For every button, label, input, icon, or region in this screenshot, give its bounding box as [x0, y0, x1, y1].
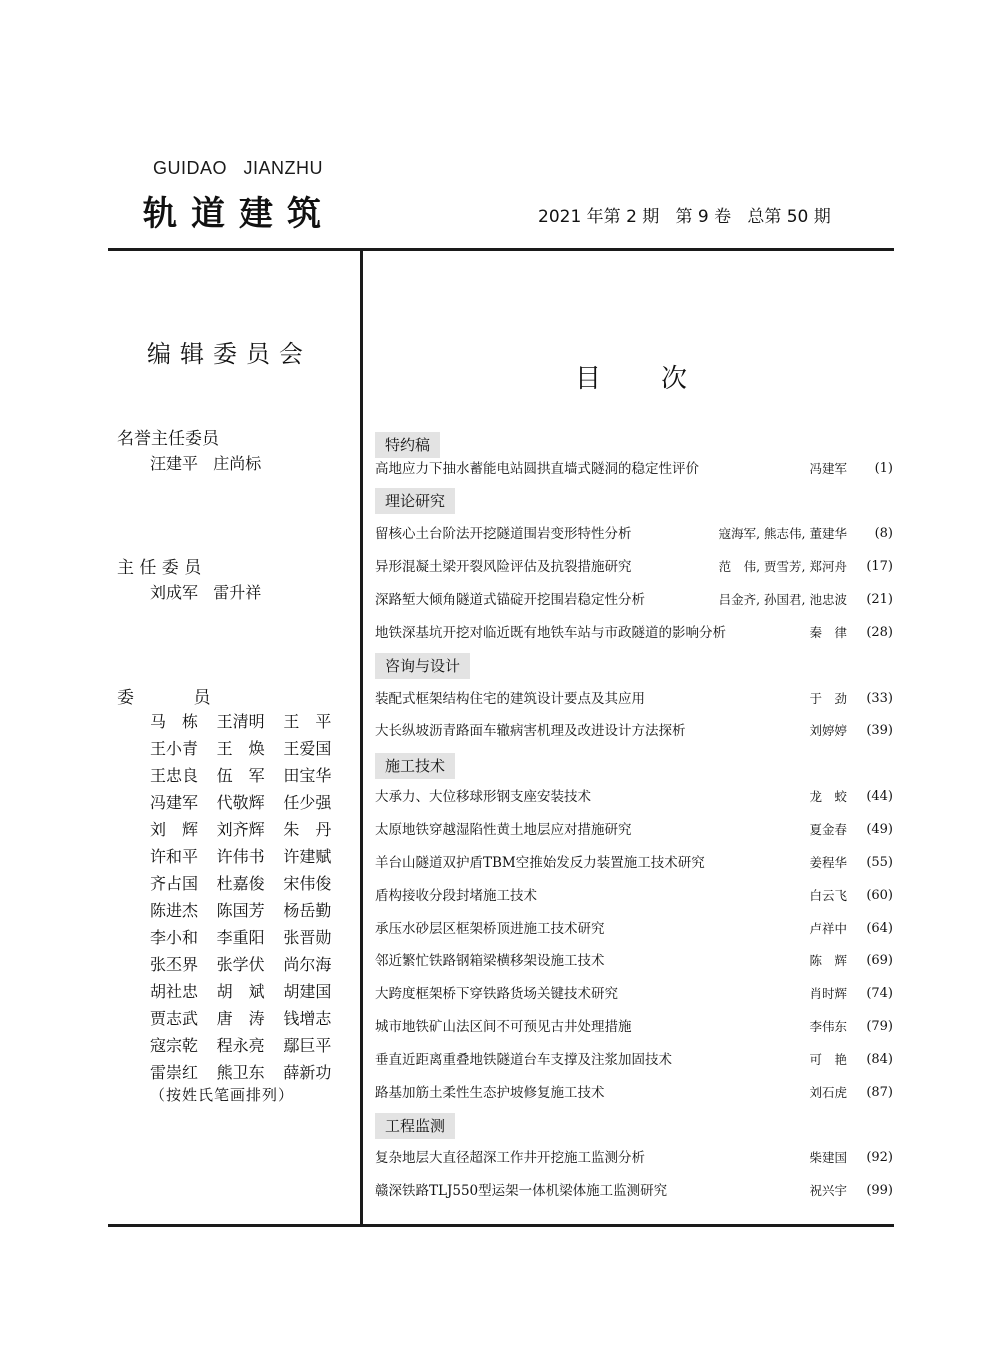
toc-entry-page: (49) — [866, 822, 893, 837]
toc-entry-page: (1) — [874, 461, 893, 476]
toc-entry — [375, 852, 893, 874]
bottom-rule — [108, 1224, 894, 1227]
toc-entry-page: (55) — [866, 855, 893, 870]
member-name: 尚尔海 — [283, 955, 332, 974]
member-name: 宋伟俊 — [283, 874, 332, 893]
toc-section-label: 特约稿 — [375, 432, 440, 458]
toc-entry-title: 承压水砂层区框架桥顶进施工技术研究 — [375, 921, 605, 937]
member-name: 任少强 — [283, 793, 332, 812]
journal-title: 轨道建筑 — [143, 194, 335, 234]
toc-entry-author: 祝兴宇 — [809, 1183, 847, 1198]
toc-entry-title: 深路堑大倾角隧道式锚碇开挖围岩稳定性分析 — [375, 592, 645, 608]
toc-entry — [375, 819, 893, 841]
toc-entry-author: 夏金春 — [809, 822, 847, 837]
toc-entry-page: (92) — [866, 1150, 893, 1165]
toc-entry-author: 姜程华 — [809, 855, 847, 870]
toc-entry-author: 寇海军, 熊志伟, 董建华 — [718, 526, 847, 541]
toc-entry-page: (64) — [866, 921, 893, 936]
top-rule — [108, 248, 894, 251]
toc-entry-page: (8) — [874, 526, 893, 541]
member-name: 寇宗乾 — [150, 1036, 199, 1055]
toc-entry-title: 羊台山隧道双护盾TBM空推始发反力装置施工技术研究 — [375, 855, 705, 871]
member-name: 李小和 — [150, 928, 199, 947]
toc-entry-page: (60) — [866, 888, 893, 903]
toc-entry — [375, 523, 893, 545]
toc-entry-author: 肖时辉 — [809, 986, 847, 1001]
member-name: 杜嘉俊 — [216, 874, 265, 893]
toc-entry — [375, 786, 893, 808]
toc-entry-page: (99) — [866, 1183, 893, 1198]
toc-entry — [375, 1180, 893, 1202]
director-names: 刘成军 雷升祥 — [150, 583, 262, 602]
toc-title — [575, 358, 687, 395]
member-row — [150, 950, 350, 977]
toc-entry-author: 冯建军 — [809, 461, 847, 476]
toc-entry — [375, 720, 893, 742]
member-name: 马 栋 — [150, 712, 199, 731]
member-name: 唐 涛 — [216, 1009, 265, 1028]
member-row — [150, 977, 350, 1004]
toc-entry-title: 大承力、大位移球形钢支座安装技术 — [375, 789, 591, 805]
member-name: 代敬辉 — [216, 793, 265, 812]
toc-entry — [375, 983, 893, 1005]
toc-entry — [375, 589, 893, 611]
member-name: 李重阳 — [216, 928, 265, 947]
member-name: 刘齐辉 — [216, 820, 265, 839]
honorary-director-names: 汪建平 庄尚标 — [150, 454, 262, 473]
member-name: 王 平 — [283, 712, 332, 731]
member-name: 田宝华 — [283, 766, 332, 785]
toc-entry-author: 秦 律 — [809, 625, 847, 640]
toc-section-label: 咨询与设计 — [375, 653, 470, 679]
toc-entry-title: 城市地铁矿山法区间不可预见古井处理措施 — [375, 1019, 632, 1035]
toc-entry — [375, 950, 893, 972]
member-name: 王 焕 — [216, 739, 265, 758]
toc-entry — [375, 1016, 893, 1038]
member-name: 程永亮 — [216, 1036, 265, 1055]
editorial-board-title: 编辑委员会 — [147, 340, 312, 368]
toc-entry-title: 太原地铁穿越湿陷性黄土地层应对措施研究 — [375, 822, 632, 838]
member-name: 薛新功 — [283, 1063, 332, 1082]
toc-entry-page: (44) — [866, 789, 893, 804]
member-row — [150, 734, 350, 761]
member-row — [150, 923, 350, 950]
toc-entry — [375, 622, 893, 644]
toc-entry-author: 卢祥中 — [809, 921, 847, 936]
toc-entry-title: 大跨度框架桥下穿铁路货场关键技术研究 — [375, 986, 618, 1002]
member-name: 胡社忠 — [150, 982, 199, 1001]
member-name: 熊卫东 — [216, 1063, 265, 1082]
toc-entry — [375, 556, 893, 578]
member-row — [150, 1004, 350, 1031]
member-name: 鄢巨平 — [283, 1036, 332, 1055]
toc-entry-author: 刘石虎 — [809, 1085, 847, 1100]
member-name: 伍 军 — [216, 766, 265, 785]
toc-entry-author: 陈 辉 — [809, 953, 847, 968]
toc-entry-author: 龙 蛟 — [809, 789, 847, 804]
toc-entry-page: (69) — [866, 953, 893, 968]
toc-entry-title: 地铁深基坑开挖对临近既有地铁车站与市政隧道的影响分析 — [375, 625, 726, 641]
member-row — [150, 1031, 350, 1058]
member-name: 齐占国 — [150, 874, 199, 893]
toc-entry-title: 异形混凝土梁开裂风险评估及抗裂措施研究 — [375, 559, 632, 575]
members-role: 委 员 — [117, 688, 211, 708]
toc-entry-page: (84) — [866, 1052, 893, 1067]
toc-entry-title: 赣深铁路TLJ550型运架一体机梁体施工监测研究 — [375, 1183, 668, 1199]
member-name: 张丕界 — [150, 955, 199, 974]
toc-entry — [375, 1082, 893, 1104]
toc-section-label: 工程监测 — [375, 1113, 455, 1139]
toc-entry-page: (39) — [866, 723, 893, 738]
toc-entry-page: (17) — [866, 559, 893, 574]
toc-entry-title: 大长纵坡沥青路面车辙病害机理及改进设计方法探析 — [375, 723, 686, 739]
toc-title-char-2: 次 — [661, 364, 688, 394]
toc-entry-title: 复杂地层大直径超深工作井开挖施工监测分析 — [375, 1150, 645, 1166]
toc-entry-author: 李伟东 — [809, 1019, 847, 1034]
toc-entry — [375, 918, 893, 940]
member-name: 王小青 — [150, 739, 199, 758]
toc-section-label: 施工技术 — [375, 753, 455, 779]
members-list — [150, 707, 350, 1085]
toc-title-char-1: 目 — [575, 364, 602, 394]
member-name: 杨岳勤 — [283, 901, 332, 920]
member-name: 王清明 — [216, 712, 265, 731]
member-name: 许和平 — [150, 847, 199, 866]
member-name: 陈国芳 — [216, 901, 265, 920]
toc-entry — [375, 1049, 893, 1071]
member-name: 张学伏 — [216, 955, 265, 974]
member-name: 朱 丹 — [283, 820, 332, 839]
toc-entry-author: 吕金齐, 孙国君, 池忠波 — [718, 592, 847, 607]
member-row — [150, 842, 350, 869]
toc-entry — [375, 885, 893, 907]
toc-entry-page: (21) — [866, 592, 893, 607]
toc-entry-title: 装配式框架结构住宅的建筑设计要点及其应用 — [375, 691, 645, 707]
member-row — [150, 707, 350, 734]
member-name: 冯建军 — [150, 793, 199, 812]
toc-entry-title: 垂直近距离重叠地铁隧道台车支撑及注浆加固技术 — [375, 1052, 672, 1068]
toc-entry-author: 刘婷婷 — [809, 723, 847, 738]
member-row — [150, 788, 350, 815]
toc-entry-title: 邻近繁忙铁路钢箱梁横移架设施工技术 — [375, 953, 605, 969]
toc-entry-page: (33) — [866, 691, 893, 706]
member-name: 贾志武 — [150, 1009, 199, 1028]
column-divider — [360, 250, 363, 1225]
member-name: 许建赋 — [283, 847, 332, 866]
member-name: 王爱国 — [283, 739, 332, 758]
members-order-note: （按姓氏笔画排列） — [150, 1086, 295, 1104]
member-name: 胡 斌 — [216, 982, 265, 1001]
member-name: 胡建国 — [283, 982, 332, 1001]
member-name: 张晋勋 — [283, 928, 332, 947]
member-row — [150, 1058, 350, 1085]
toc-entry-title: 高地应力下抽水蓄能电站圆拱直墙式隧洞的稳定性评价 — [375, 461, 699, 477]
member-name: 陈进杰 — [150, 901, 199, 920]
toc-section-label: 理论研究 — [375, 488, 455, 514]
toc-entry-page: (28) — [866, 625, 893, 640]
toc-entry-page: (87) — [866, 1085, 893, 1100]
member-row — [150, 896, 350, 923]
member-row — [150, 869, 350, 896]
member-name: 钱增志 — [283, 1009, 332, 1028]
member-name: 雷崇红 — [150, 1063, 199, 1082]
member-row — [150, 761, 350, 788]
toc-entry-author: 可 艳 — [809, 1052, 847, 1067]
toc-entry-author: 于 劲 — [809, 691, 847, 706]
member-name: 许伟书 — [216, 847, 265, 866]
honorary-director-role: 名誉主任委员 — [117, 429, 219, 449]
toc-entry-author: 柴建国 — [809, 1150, 847, 1165]
toc-entry-author: 白云飞 — [809, 888, 847, 903]
toc-entry-title: 盾构接收分段封堵施工技术 — [375, 888, 537, 904]
toc-entry-page: (74) — [866, 986, 893, 1001]
director-role: 主 任 委 员 — [117, 558, 202, 578]
toc-entry-title: 留核心土台阶法开挖隧道围岩变形特性分析 — [375, 526, 632, 542]
toc-entry-page: (79) — [866, 1019, 893, 1034]
member-name: 王忠良 — [150, 766, 199, 785]
issue-info: 2021 年第 2 期 第 9 卷 总第 50 期 — [538, 207, 831, 227]
toc-entry-author: 范 伟, 贾雪芳, 郑河舟 — [718, 559, 847, 574]
toc-entry — [375, 1147, 893, 1169]
journal-pinyin-title: GUIDAO JIANZHU — [153, 158, 324, 178]
member-name: 刘 辉 — [150, 820, 199, 839]
toc-entry — [375, 458, 893, 480]
toc-entry-title: 路基加筋土柔性生态护坡修复施工技术 — [375, 1085, 605, 1101]
toc-entry — [375, 688, 893, 710]
member-row — [150, 815, 350, 842]
